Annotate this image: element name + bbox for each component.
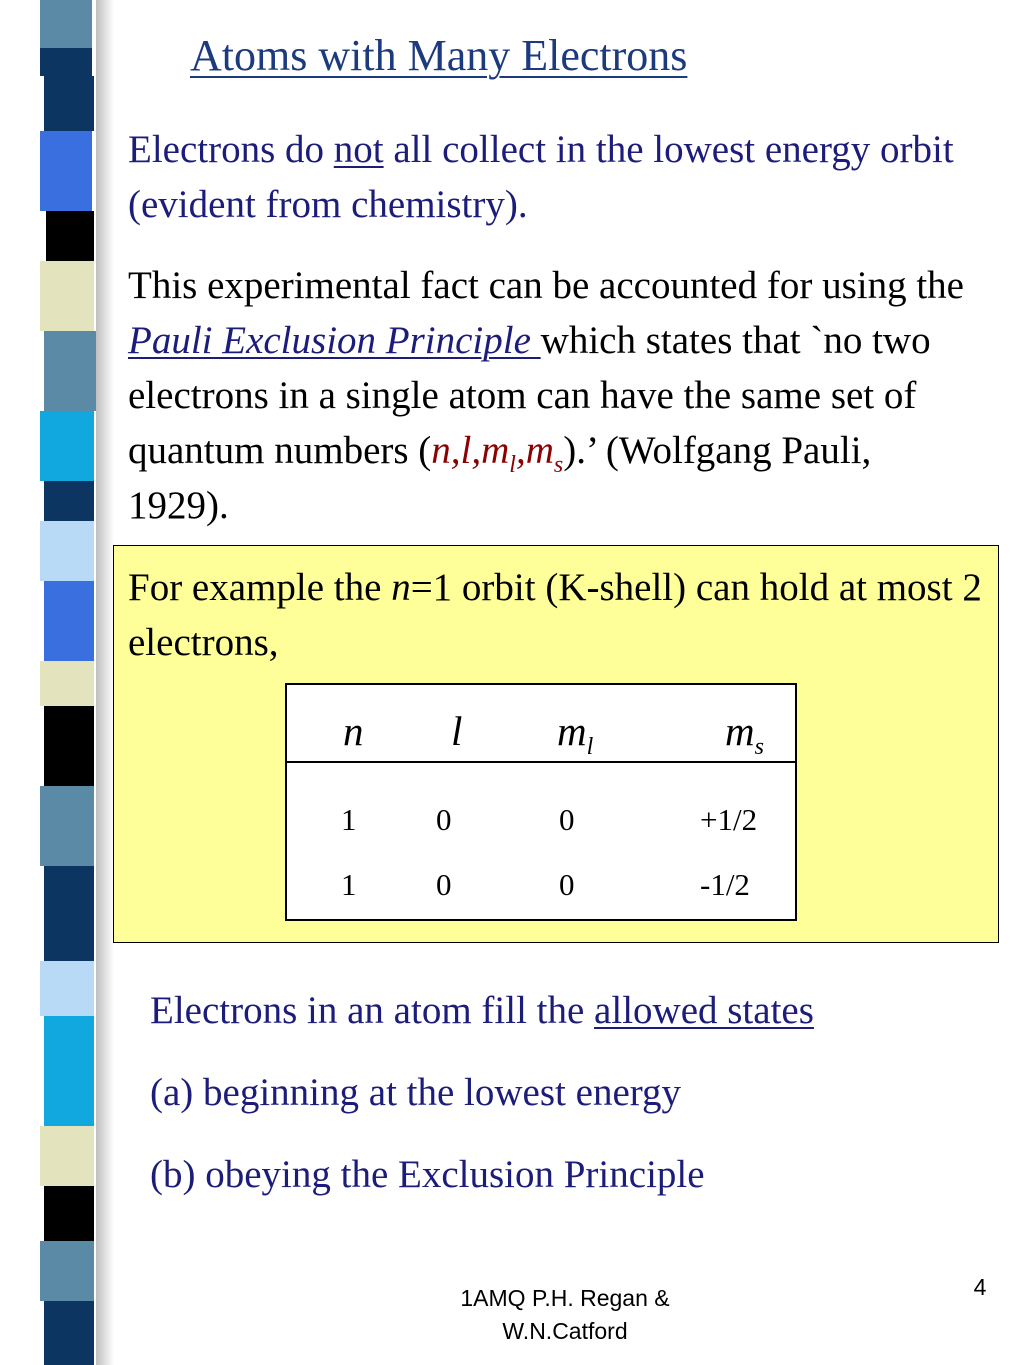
strip-block [44, 866, 94, 961]
strip-block [46, 211, 94, 261]
pauli-paragraph [128, 258, 978, 533]
strip-block [40, 261, 94, 331]
quantum-s-subscript: s [553, 451, 564, 478]
strip-block [44, 1186, 94, 1241]
table-header-divider [287, 761, 795, 763]
table-cell: 0 [436, 867, 452, 902]
header-ms-subscript: s [754, 734, 764, 761]
strip-block [40, 1241, 94, 1301]
rule-b: (b) obeying the Exclusion Principle [150, 1153, 705, 1196]
quantum-l-subscript: l [509, 451, 516, 478]
strip-block [44, 76, 94, 131]
pauli-text-end: ).’ (Wolfgang Pauli, 1929). [128, 429, 872, 527]
header-ms-m: m [725, 708, 755, 754]
strip-block [44, 706, 94, 786]
strip-block [40, 521, 94, 581]
rule-a: (a) beginning at the lowest energy [150, 1071, 682, 1114]
table-cell: 1 [341, 802, 357, 837]
example-text [128, 560, 988, 670]
header-l: l [451, 708, 463, 754]
strip-shadow [96, 0, 114, 1365]
header-ms [725, 707, 764, 761]
table-cell: 0 [559, 802, 575, 837]
table-cell: 1 [341, 867, 357, 902]
not-emphasis: not [333, 128, 384, 171]
example-box [113, 545, 999, 943]
decorative-strip [0, 0, 120, 1365]
strip-block [44, 1301, 94, 1365]
strip-block [40, 411, 94, 481]
example-text-end: =1 orbit (K-shell) can hold at most 2 electrons, [128, 566, 982, 664]
allowed-states-link[interactable]: allowed states [594, 989, 814, 1032]
header-ml-m: m [557, 708, 587, 754]
quantum-comma: , [515, 429, 526, 472]
intro-text-start: Electrons do [128, 128, 334, 171]
quantum-n: n [431, 429, 451, 472]
header-ml [557, 707, 594, 761]
table-cell: +1/2 [700, 802, 758, 837]
intro-paragraph [128, 122, 978, 232]
slide-footer [430, 1282, 700, 1348]
intro-text-end: all collect in the lowest energy orbit (evident from chemistry). [128, 128, 954, 226]
pauli-text-start: This experimental fact can be accounted for using the [128, 264, 964, 307]
strip-block [44, 331, 96, 411]
strip-block [40, 786, 94, 866]
strip-block [40, 0, 92, 48]
strip-block [40, 48, 92, 76]
footer-line-2: W.N.Catford [502, 1318, 628, 1344]
table-cell: 0 [436, 802, 452, 837]
footer-line-1: 1AMQ P.H. Regan & [460, 1285, 670, 1311]
strip-block [44, 1016, 94, 1126]
table-cell: 0 [559, 867, 575, 902]
slide-title: Atoms with Many Electrons [190, 31, 688, 80]
strip-block [44, 481, 94, 521]
strip-block [40, 661, 94, 706]
quantum-comma: , [450, 429, 461, 472]
header-n: n [343, 708, 364, 754]
table-cell: -1/2 [700, 867, 750, 902]
example-text-start: For example the [128, 566, 392, 609]
quantum-l: l [460, 429, 472, 472]
fill-rule-text: Electrons in an atom fill the [150, 989, 595, 1032]
quantum-m: m [525, 429, 554, 472]
pauli-text-middle: which states that `no two electrons in a single atom can have the same set of quantum numbers ( [128, 319, 931, 472]
quantum-numbers-table [285, 683, 797, 921]
header-ml-subscript: l [586, 734, 594, 761]
quantum-m: m [481, 429, 510, 472]
strip-block [40, 1126, 94, 1186]
page-number: 4 [973, 1274, 987, 1300]
example-n: n [391, 566, 411, 609]
strip-block [44, 581, 94, 661]
strip-block [40, 131, 92, 211]
fill-rule-line [150, 986, 814, 1036]
pauli-principle-link[interactable]: Pauli Exclusion Principle [128, 319, 541, 362]
quantum-comma: , [471, 429, 482, 472]
strip-block [40, 961, 94, 1016]
